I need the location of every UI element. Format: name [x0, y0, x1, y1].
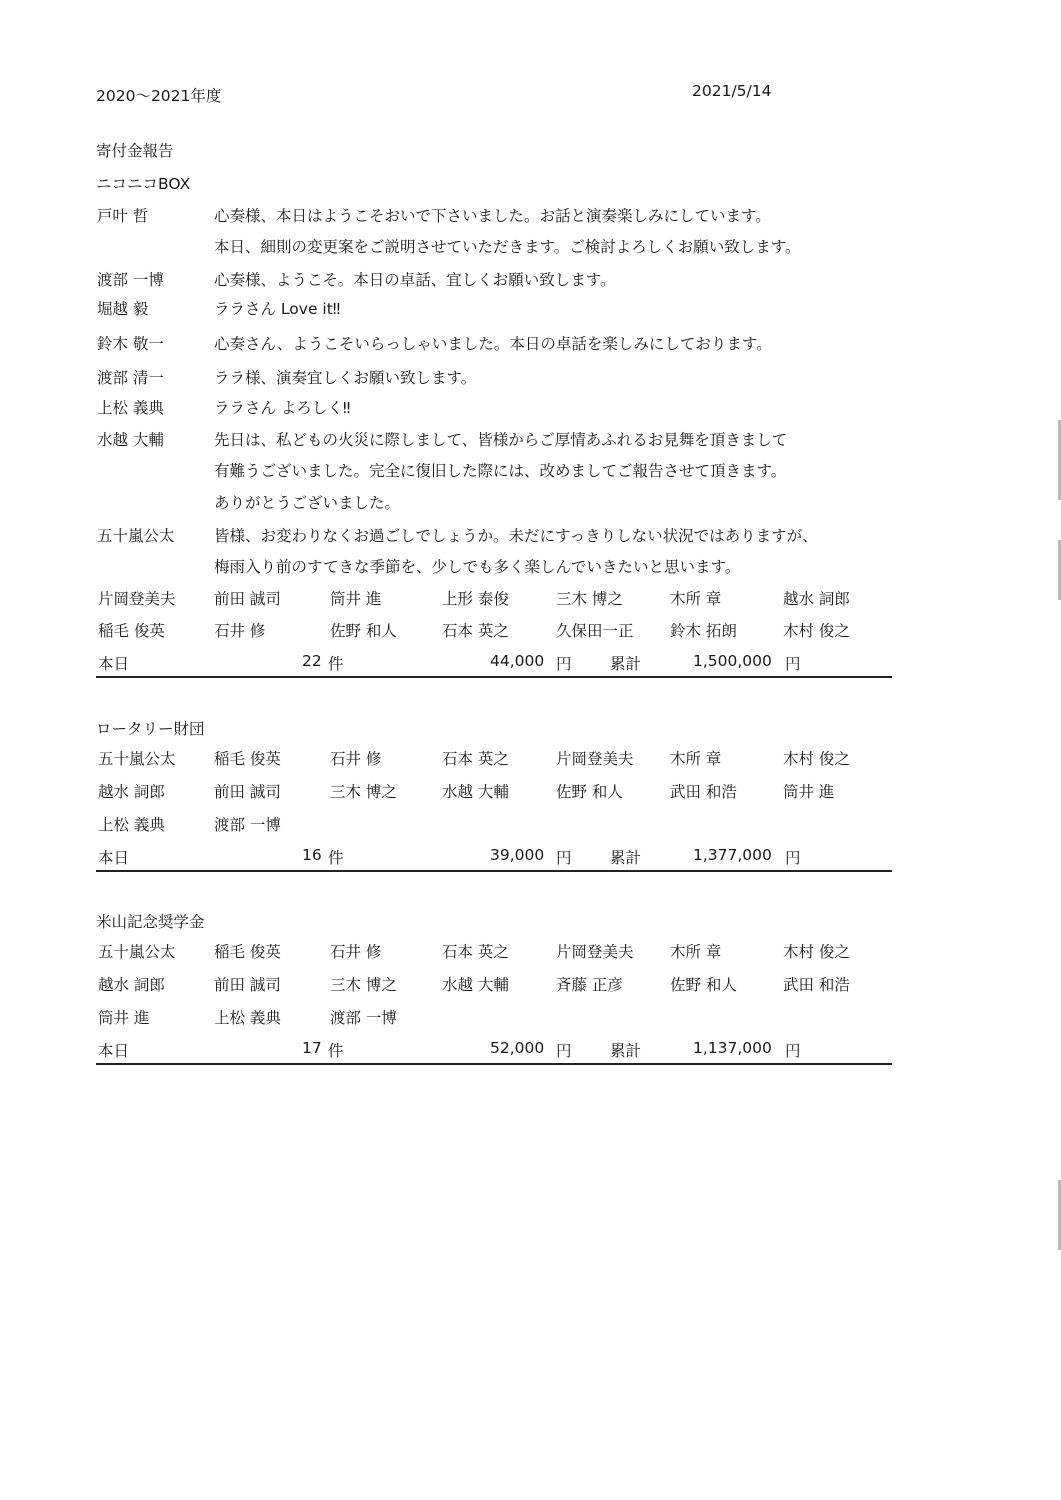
total-count-unit: 件: [328, 849, 344, 867]
member-name: 越水 詞郎: [783, 590, 850, 608]
cumulative-yen: 円: [785, 849, 801, 867]
member-name: 筒井 進: [783, 783, 835, 801]
member-name: 上形 泰俊: [442, 590, 509, 608]
member-name: 稲毛 俊英: [214, 750, 281, 768]
cumulative-yen: 円: [785, 1042, 801, 1060]
member-name: 佐野 和人: [556, 783, 623, 801]
member-name: 五十嵐公太: [98, 750, 176, 768]
member-name: 石井 修: [330, 750, 382, 768]
total-count: 17: [302, 1039, 322, 1057]
member-name: 木村 俊之: [783, 622, 850, 640]
rotary-title: ロータリー財団: [96, 720, 205, 738]
member-name: 稲毛 俊英: [98, 622, 165, 640]
cumulative-label: 累計: [610, 1042, 642, 1060]
member-name: 木所 章: [670, 750, 722, 768]
message-text: ありがとうございました。: [214, 494, 401, 512]
member-name: 水越 大輔: [442, 783, 509, 801]
member-name: 前田 誠司: [214, 976, 281, 994]
report-date: 2021/5/14: [692, 82, 772, 100]
member-name: 石本 英之: [442, 943, 509, 961]
member-name: 鈴木 拓朗: [670, 622, 737, 640]
member-name: 石本 英之: [442, 750, 509, 768]
total-count-unit: 件: [328, 655, 344, 673]
member-name: 佐野 和人: [330, 622, 397, 640]
nikoniko-title: ニコニコBOX: [96, 175, 191, 193]
message-author: 渡部 一博: [97, 271, 164, 289]
message-text: 心奏さん、ようこそいらっしゃいました。本日の卓話を楽しみにしております。: [214, 335, 772, 353]
message-author: 上松 義典: [97, 399, 164, 417]
member-name: 石本 英之: [442, 622, 509, 640]
total-count-unit: 件: [328, 1042, 344, 1060]
member-name: 片岡登美夫: [556, 750, 634, 768]
message-text: 心奏様、本日はようこそおいで下さいました。お話と演奏楽しみにしています。: [214, 207, 771, 225]
message-text: 皆様、お変わりなくお過ごしでしょうか。未だにすっきりしない状況ではありますが、: [214, 527, 818, 545]
member-name: 斉藤 正彦: [556, 976, 623, 994]
message-text: ララさん よろしく‼: [214, 399, 351, 417]
nikoniko-total-row: [96, 652, 892, 678]
cumulative-amount: 1,137,000: [693, 1039, 772, 1057]
member-name: 三木 博之: [556, 590, 623, 608]
message-text: 梅雨入り前のすてきな季節を、少しでも多く楽しんでいきたいと思います。: [214, 558, 741, 576]
member-name: 三木 博之: [330, 783, 397, 801]
member-name: 水越 大輔: [442, 976, 509, 994]
message-text: ララ様、演奏宜しくお願い致します。: [214, 369, 477, 387]
total-amount: 52,000: [490, 1039, 545, 1057]
member-name: 木村 俊之: [783, 943, 850, 961]
member-name: 前田 誠司: [214, 590, 281, 608]
message-author: 鈴木 敬一: [97, 335, 164, 353]
message-author: 堀越 毅: [97, 300, 149, 318]
total-label: 本日: [98, 655, 130, 673]
member-name: 渡部 一博: [214, 816, 281, 834]
fiscal-year: 2020～2021年度: [96, 87, 222, 105]
member-name: 稲毛 俊英: [214, 943, 281, 961]
member-name: 片岡登美夫: [556, 943, 634, 961]
member-name: 佐野 和人: [670, 976, 737, 994]
member-name: 上松 義典: [214, 1009, 281, 1027]
member-name: 木所 章: [670, 943, 722, 961]
total-amount: 39,000: [490, 846, 545, 864]
member-name: 石井 修: [330, 943, 382, 961]
cumulative-amount: 1,377,000: [693, 846, 772, 864]
message-author: 水越 大輔: [97, 431, 164, 449]
total-label: 本日: [98, 849, 130, 867]
message-text: 心奏様、ようこそ。本日の卓話、宜しくお願い致します。: [214, 271, 616, 289]
message-author: 戸叶 哲: [97, 207, 149, 225]
message-author: 五十嵐公太: [97, 527, 175, 545]
cumulative-label: 累計: [610, 655, 642, 673]
total-amount: 44,000: [490, 652, 545, 670]
member-name: 片岡登美夫: [98, 590, 176, 608]
total-yen: 円: [556, 1042, 572, 1060]
rotary-total-row: [96, 846, 892, 872]
message-text: 有難うございました。完全に復旧した際には、改めましてご報告させて頂きます。: [214, 462, 787, 480]
member-name: 久保田一正: [556, 622, 634, 640]
cumulative-label: 累計: [610, 849, 642, 867]
total-count: 22: [302, 652, 322, 670]
total-count: 16: [302, 846, 322, 864]
member-name: 筒井 進: [98, 1009, 150, 1027]
member-name: 木村 俊之: [783, 750, 850, 768]
member-name: 石井 修: [214, 622, 266, 640]
member-name: 渡部 一博: [330, 1009, 397, 1027]
member-name: 上松 義典: [98, 816, 165, 834]
message-text: 先日は、私どもの火災に際しまして、皆様からご厚情あふれるお見舞を頂きまして: [214, 431, 788, 449]
total-label: 本日: [98, 1042, 130, 1060]
message-text: ララさん Love it‼: [214, 300, 341, 318]
member-name: 武田 和浩: [670, 783, 737, 801]
cumulative-yen: 円: [785, 655, 801, 673]
total-yen: 円: [556, 655, 572, 673]
member-name: 越水 詞郎: [98, 976, 165, 994]
member-name: 木所 章: [670, 590, 722, 608]
member-name: 三木 博之: [330, 976, 397, 994]
report-title: 寄付金報告: [96, 142, 174, 160]
member-name: 武田 和浩: [783, 976, 850, 994]
member-name: 五十嵐公太: [98, 943, 176, 961]
yoneyama-title: 米山記念奨学金: [96, 913, 205, 931]
member-name: 越水 詞郎: [98, 783, 165, 801]
total-yen: 円: [556, 849, 572, 867]
yoneyama-total-row: [96, 1039, 892, 1065]
cumulative-amount: 1,500,000: [693, 652, 772, 670]
message-text: 本日、細則の変更案をご説明させていただきます。ご検討よろしくお願い致します。: [214, 238, 801, 256]
member-name: 筒井 進: [330, 590, 382, 608]
message-author: 渡部 清一: [97, 369, 164, 387]
member-name: 前田 誠司: [214, 783, 281, 801]
